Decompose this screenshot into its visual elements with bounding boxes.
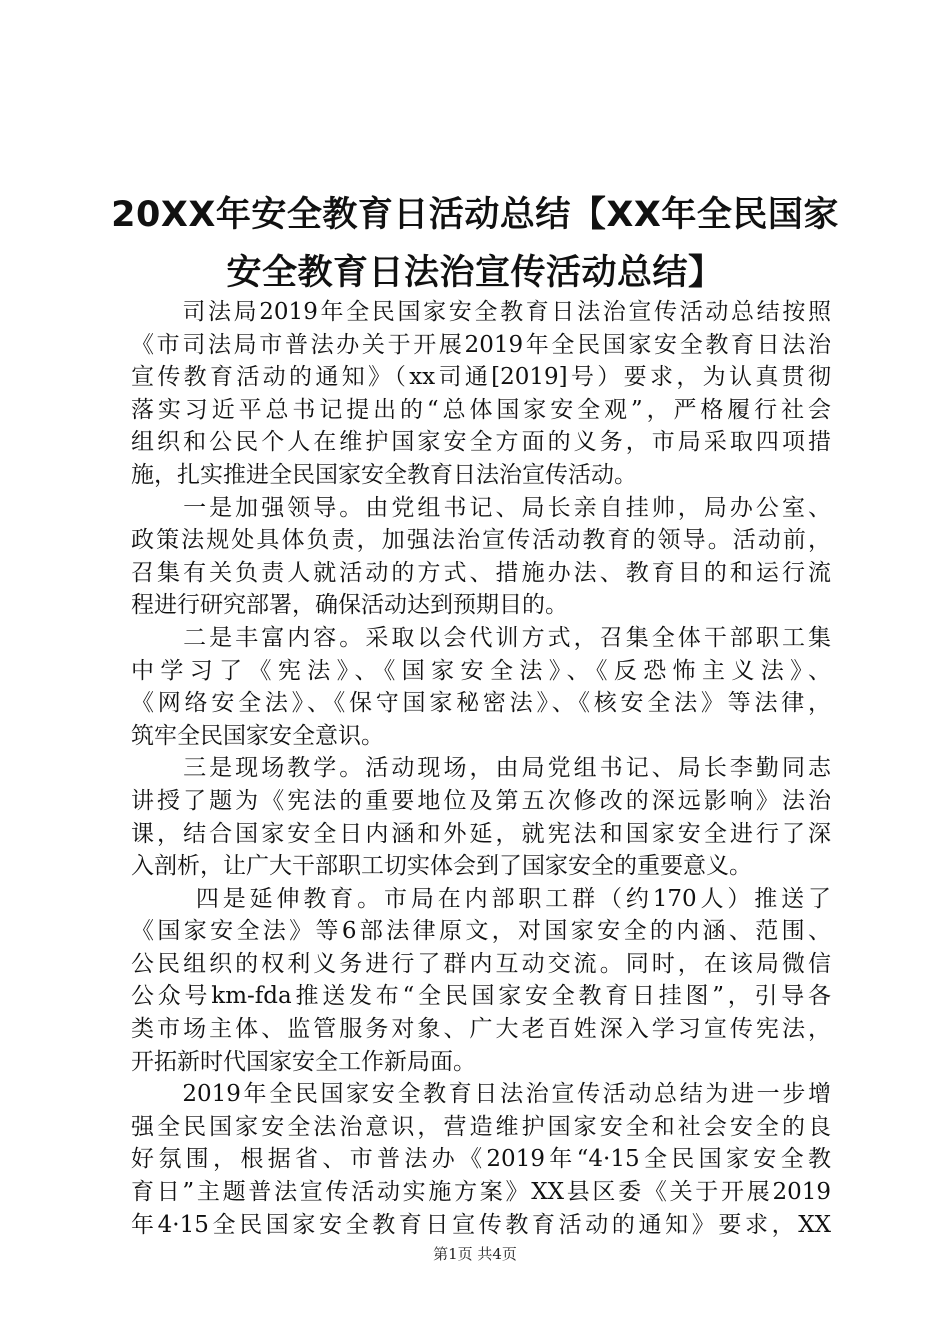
body-line: 二是丰富内容。采取以会代训方式，召集全体干部职工集 (131, 624, 831, 651)
page-footer: 第1页 共4页 (433, 1245, 517, 1263)
body-line: 育日”主题普法宣传活动实施方案》XX县区委《关于开展2019 (131, 1179, 831, 1206)
body-line: 三是现场教学。活动现场，由局党组书记、局长李勤同志 (131, 755, 831, 782)
document-title (100, 186, 850, 302)
body-line: 一是加强领导。由党组书记、局长亲自挂帅，局办公室、 (131, 494, 831, 521)
body-line: 宣传教育活动的通知》（xx司通[2019]号）要求，为认真贯彻 (131, 364, 831, 391)
body-line: 2019年全民国家安全教育日法治宣传活动总结为进一步增 (131, 1081, 831, 1108)
body-line: 政策法规处具体负责，加强法治宣传活动教育的领导。活动前， (131, 527, 831, 554)
body-line: 年4·15全民国家安全教育日宣传教育活动的通知》要求，XX (131, 1211, 831, 1238)
document-body (131, 296, 831, 1241)
body-line: 召集有关负责人就活动的方式、措施办法、教育目的和运行流 (131, 559, 831, 586)
body-line: 中学习了《宪法》、《国家安全法》、《反恐怖主义法》、 (131, 657, 831, 684)
body-line: 入剖析，让广大干部职工切实体会到了国家安全的重要意义。 (131, 853, 752, 880)
body-line: 《国家安全法》等6部法律原文，对国家安全的内涵、范围、 (131, 918, 831, 945)
body-line: 程进行研究部署，确保活动达到预期目的。 (131, 592, 568, 619)
title-line: 安全教育日法治宣传活动总结】 (226, 253, 724, 293)
body-line: 强全民国家安全法治意识，营造维护国家安全和社会安全的良 (131, 1113, 831, 1140)
body-line: 好氛围，根据省、市普法办《2019年“4·15全民国家安全教 (131, 1146, 831, 1173)
body-line: 公众号km-fda推送发布“全民国家安全教育日挂图”，引导各 (131, 983, 831, 1010)
title-line: 20XX年安全教育日活动总结【XX年全民国家 (111, 195, 839, 235)
body-line: 落实习近平总书记提出的“总体国家安全观”，严格履行社会 (131, 396, 831, 423)
body-line: 《市司法局市普法办关于开展2019年全民国家安全教育日法治 (131, 331, 831, 358)
body-line: 《网络安全法》、《保守国家秘密法》、《核安全法》等法律， (131, 690, 831, 717)
body-line: 施，扎实推进全民国家安全教育日法治宣传活动。 (131, 461, 637, 488)
body-line: 组织和公民个人在维护国家安全方面的义务，市局采取四项措 (131, 429, 831, 456)
body-line: 筑牢全民国家安全意识。 (131, 722, 384, 749)
body-line: 开拓新时代国家安全工作新局面。 (131, 1048, 476, 1075)
body-line: 课，结合国家安全日内涵和外延，就宪法和国家安全进行了深 (131, 820, 831, 847)
body-line: 公民组织的权利义务进行了群内互动交流。同时，在该局微信 (131, 950, 831, 977)
body-line: 讲授了题为《宪法的重要地位及第五次修改的深远影响》法治 (131, 787, 831, 814)
body-line: 司法局2019年全民国家安全教育日法治宣传活动总结按照 (131, 299, 831, 325)
body-line: 类市场主体、监管服务对象、广大老百姓深入学习宣传宪法， (131, 1016, 831, 1043)
body-line: 四是延伸教育。市局在内部职工群（约170人）推送了 (131, 885, 831, 912)
